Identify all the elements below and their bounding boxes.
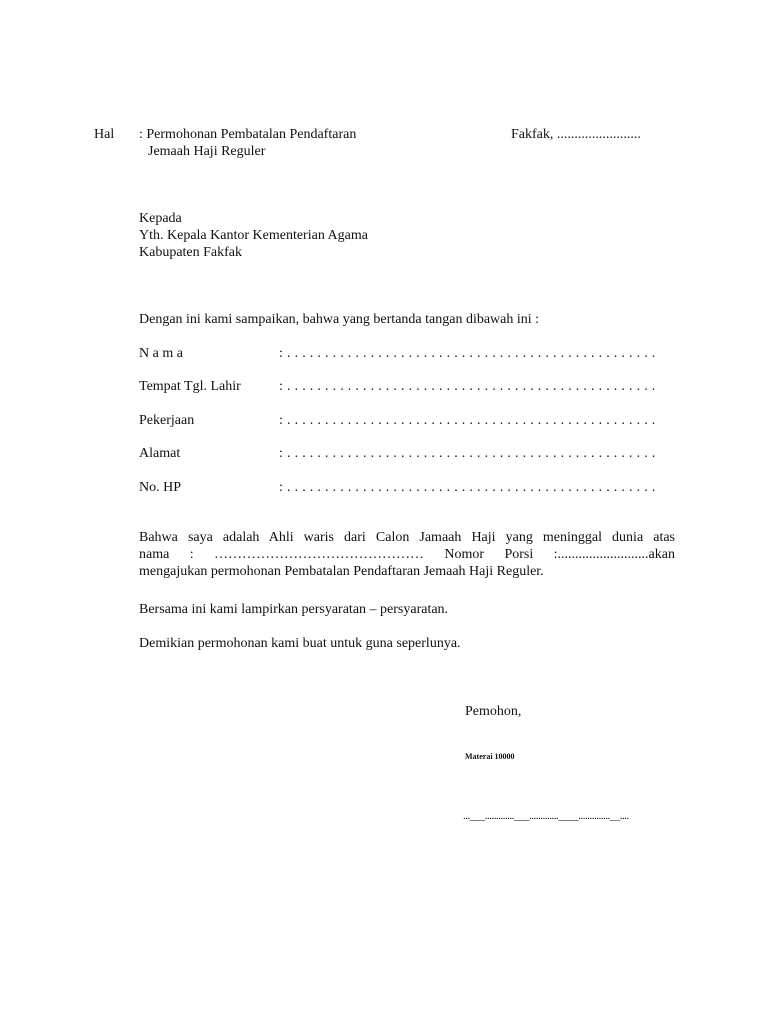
subject-line-2: Jemaah Haji Reguler <box>148 144 266 159</box>
body-paragraph-line-2: nama : ……………………………………… Nomor Porsi :..........................akan <box>139 547 675 562</box>
field-value-alamat: : . . . . . . . . . . . . . . . . . . . . . . . . . . . . . . . . . . . . . . . . . . . . . . . . . <box>279 446 656 461</box>
subject-label: Hal <box>94 127 115 142</box>
recipient-line-3: Kabupaten Fakfak <box>139 245 243 260</box>
field-label-nama: N a m a <box>139 346 183 361</box>
body-paragraph-line-3: mengajukan permohonan Pembatalan Pendaftaran Jemaah Haji Reguler. <box>139 564 544 579</box>
body-paragraph-line-1: Bahwa saya adalah Ahli waris dari Calon Jamaah Haji yang meninggal dunia atas <box>139 530 675 545</box>
recipient-line-2: Yth. Kepala Kantor Kementerian Agama <box>139 228 368 243</box>
field-value-nama: : . . . . . . . . . . . . . . . . . . . . . . . . . . . . . . . . . . . . . . . . . . . . . . . . . <box>279 346 656 361</box>
signature-line: ...___.............___.............____..............__.... <box>463 810 629 822</box>
closing-text: Demikian permohonan kami buat untuk guna seperlunya. <box>139 636 461 651</box>
stamp-label: Materai 10000 <box>465 752 515 761</box>
field-label-no-hp: No. HP <box>139 480 182 495</box>
place-date: Fakfak, ........................ <box>511 127 641 142</box>
field-value-no-hp: : . . . . . . . . . . . . . . . . . . . . . . . . . . . . . . . . . . . . . . . . . . . . . . . . . <box>279 480 656 495</box>
applicant-label: Pemohon, <box>465 704 522 719</box>
subject-line-1: : Permohonan Pembatalan Pendaftaran <box>139 127 357 142</box>
field-label-alamat: Alamat <box>139 446 181 461</box>
field-value-pekerjaan: : . . . . . . . . . . . . . . . . . . . . . . . . . . . . . . . . . . . . . . . . . . . . . . . . . <box>279 413 656 428</box>
field-value-tempat-tgl-lahir: : . . . . . . . . . . . . . . . . . . . . . . . . . . . . . . . . . . . . . . . . . . . . . . . . . <box>279 379 656 394</box>
attachments-text: Bersama ini kami lampirkan persyaratan – persyaratan. <box>139 602 449 617</box>
intro-text: Dengan ini kami sampaikan, bahwa yang bertanda tangan dibawah ini : <box>139 312 540 327</box>
recipient-line-1: Kepada <box>139 211 182 226</box>
field-label-pekerjaan: Pekerjaan <box>139 413 195 428</box>
field-label-tempat-tgl-lahir: Tempat Tgl. Lahir <box>139 379 241 394</box>
